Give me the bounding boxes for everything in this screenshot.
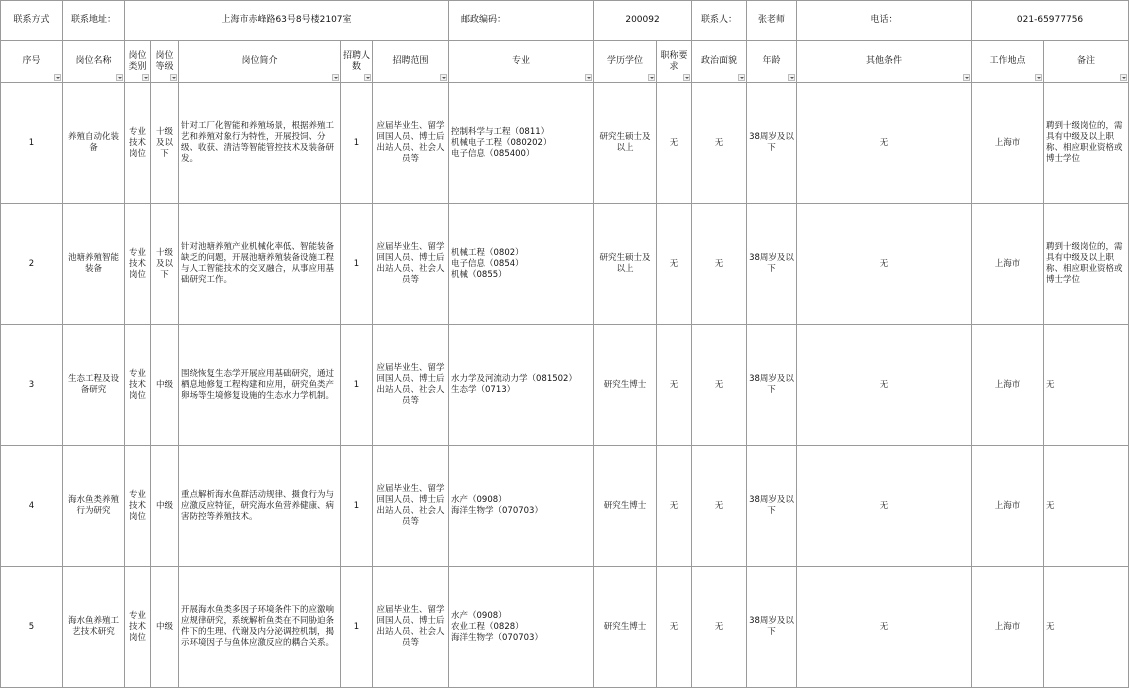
header-label: 职称要求 (660, 50, 688, 72)
header-other-conditions (797, 41, 972, 83)
header-hire-count (341, 41, 373, 83)
cell-work-place: 上海市 (972, 83, 1044, 204)
cell-age: 38周岁及以下 (747, 83, 797, 204)
cell-major: 水产（0908） 农业工程（0828） 海洋生物学（070703） (449, 567, 594, 688)
cell-post-category: 专业技术岗位 (125, 325, 151, 446)
header-degree (594, 41, 657, 83)
cell-work-place: 上海市 (972, 204, 1044, 325)
header-label: 序号 (22, 56, 41, 66)
cell-post-intro: 针对工厂化智能和养殖场景，根据养殖工艺和养殖对象行为特性，开展投饲、分级、收获、清洁等智能管控技术及装备研发。 (179, 83, 341, 204)
table-row (1, 83, 1129, 204)
cell-seq: 1 (1, 83, 63, 204)
postcode-label: 邮政编码： (449, 1, 594, 41)
address-label: 联系地址： (63, 1, 125, 41)
filter-dropdown-icon[interactable] (738, 74, 745, 81)
cell-major: 水产（0908） 海洋生物学（070703） (449, 446, 594, 567)
cell-title-requirement: 无 (657, 446, 692, 567)
cell-post-category: 专业技术岗位 (125, 446, 151, 567)
header-title-requirement (657, 41, 692, 83)
cell-post-category: 专业技术岗位 (125, 204, 151, 325)
cell-post-intro: 针对池塘养殖产业机械化率低、智能装备缺乏的问题，开展池塘养殖装备设施工程与人工智能技术的交叉融合，从事应用基础研究工作。 (179, 204, 341, 325)
filter-dropdown-icon[interactable] (1120, 74, 1127, 81)
cell-post-name: 生态工程及设备研究 (63, 325, 125, 446)
cell-hire-count: 1 (341, 83, 373, 204)
header-label: 年龄 (762, 56, 781, 66)
filter-dropdown-icon[interactable] (788, 74, 795, 81)
filter-dropdown-icon[interactable] (116, 74, 123, 81)
cell-seq: 3 (1, 325, 63, 446)
cell-hire-count: 1 (341, 204, 373, 325)
postcode-value: 200092 (594, 1, 692, 41)
cell-other-conditions: 无 (797, 83, 972, 204)
cell-hire-scope: 应届毕业生、留学回国人员、博士后出站人员、社会人员等 (373, 83, 449, 204)
cell-title-requirement: 无 (657, 567, 692, 688)
cell-post-level: 十级及以下 (151, 83, 179, 204)
cell-political-status: 无 (692, 83, 747, 204)
cell-degree: 研究生博士 (594, 325, 657, 446)
cell-seq: 5 (1, 567, 63, 688)
cell-political-status: 无 (692, 446, 747, 567)
header-major (449, 41, 594, 83)
header-label: 岗位等级 (155, 50, 174, 72)
contact-person-value: 张老师 (747, 1, 797, 41)
cell-major: 控制科学与工程（0811） 机械电子工程（080202） 电子信息（085400） (449, 83, 594, 204)
cell-post-level: 十级及以下 (151, 204, 179, 325)
table-row (1, 325, 1129, 446)
cell-other-conditions: 无 (797, 204, 972, 325)
header-political-status (692, 41, 747, 83)
cell-other-conditions: 无 (797, 446, 972, 567)
cell-major: 水力学及河流动力学（081502） 生态学（0713） (449, 325, 594, 446)
cell-seq: 2 (1, 204, 63, 325)
header-label: 招聘人数 (343, 50, 371, 72)
cell-work-place: 上海市 (972, 567, 1044, 688)
cell-degree: 研究生博士 (594, 567, 657, 688)
header-label: 工作地点 (989, 56, 1026, 66)
cell-hire-count: 1 (341, 567, 373, 688)
filter-dropdown-icon[interactable] (440, 74, 447, 81)
table-row (1, 567, 1129, 688)
header-seq (1, 41, 63, 83)
header-post-intro (179, 41, 341, 83)
table-row (1, 204, 1129, 325)
cell-post-name: 海水鱼养殖工艺技术研究 (63, 567, 125, 688)
cell-title-requirement: 无 (657, 325, 692, 446)
header-post-category (125, 41, 151, 83)
cell-post-name: 池塘养殖智能装备 (63, 204, 125, 325)
filter-dropdown-icon[interactable] (332, 74, 339, 81)
cell-other-conditions: 无 (797, 567, 972, 688)
cell-post-intro: 开展海水鱼类多因子环境条件下的应激响应规律研究，系统解析鱼类在不同胁迫条件下的生理、代谢及内分泌调控机制，揭示环境因子与鱼体应激反应的耦合关系。 (179, 567, 341, 688)
contact-person-label: 联系人： (692, 1, 747, 41)
cell-post-level: 中级 (151, 446, 179, 567)
header-age (747, 41, 797, 83)
header-label: 学历学位 (607, 56, 644, 66)
cell-age: 38周岁及以下 (747, 325, 797, 446)
contact-method-label: 联系方式 (1, 1, 63, 41)
phone-label: 电话： (797, 1, 972, 41)
cell-hire-scope: 应届毕业生、留学回国人员、博士后出站人员、社会人员等 (373, 204, 449, 325)
cell-post-level: 中级 (151, 325, 179, 446)
filter-dropdown-icon[interactable] (648, 74, 655, 81)
phone-value: 021-65977756 (972, 1, 1129, 41)
cell-degree: 研究生博士 (594, 446, 657, 567)
filter-dropdown-icon[interactable] (142, 74, 149, 81)
cell-degree: 研究生硕士及以上 (594, 83, 657, 204)
cell-hire-scope: 应届毕业生、留学回国人员、博士后出站人员、社会人员等 (373, 567, 449, 688)
cell-remarks: 无 (1044, 325, 1129, 446)
header-label: 岗位名称 (75, 56, 112, 66)
cell-title-requirement: 无 (657, 83, 692, 204)
cell-remarks: 无 (1044, 446, 1129, 567)
header-label: 政治面貌 (701, 56, 738, 66)
header-label: 专业 (512, 56, 531, 66)
cell-remarks: 聘到十级岗位的，需具有中级及以上职称、相应职业资格或博士学位 (1044, 204, 1129, 325)
cell-political-status: 无 (692, 204, 747, 325)
cell-title-requirement: 无 (657, 204, 692, 325)
table-row (1, 446, 1129, 567)
cell-work-place: 上海市 (972, 325, 1044, 446)
cell-work-place: 上海市 (972, 446, 1044, 567)
address-value: 上海市赤峰路63号8号楼2107室 (125, 1, 449, 41)
cell-major: 机械工程（0802） 电子信息（0854） 机械（0855） (449, 204, 594, 325)
cell-post-intro: 围绕恢复生态学开展应用基础研究，通过栖息地修复工程构建和应用，研究鱼类产卵场等生境修复设施的生态水力学机制。 (179, 325, 341, 446)
header-post-name (63, 41, 125, 83)
cell-post-name: 海水鱼类养殖行为研究 (63, 446, 125, 567)
filter-dropdown-icon[interactable] (585, 74, 592, 81)
header-post-level (151, 41, 179, 83)
header-remarks (1044, 41, 1129, 83)
cell-hire-count: 1 (341, 446, 373, 567)
header-hire-scope (373, 41, 449, 83)
cell-remarks: 无 (1044, 567, 1129, 688)
cell-hire-count: 1 (341, 325, 373, 446)
cell-post-category: 专业技术岗位 (125, 83, 151, 204)
cell-political-status: 无 (692, 325, 747, 446)
cell-post-category: 专业技术岗位 (125, 567, 151, 688)
cell-age: 38周岁及以下 (747, 446, 797, 567)
filter-dropdown-icon[interactable] (364, 74, 371, 81)
cell-degree: 研究生硕士及以上 (594, 204, 657, 325)
header-label: 招聘范围 (392, 56, 429, 66)
cell-other-conditions: 无 (797, 325, 972, 446)
cell-post-level: 中级 (151, 567, 179, 688)
filter-dropdown-icon[interactable] (683, 74, 690, 81)
cell-political-status: 无 (692, 567, 747, 688)
cell-seq: 4 (1, 446, 63, 567)
header-work-place (972, 41, 1044, 83)
filter-dropdown-icon[interactable] (1035, 74, 1042, 81)
filter-dropdown-icon[interactable] (170, 74, 177, 81)
cell-post-name: 养殖自动化装备 (63, 83, 125, 204)
header-row (1, 41, 1129, 83)
header-label: 岗位类别 (128, 50, 147, 72)
cell-hire-scope: 应届毕业生、留学回国人员、博士后出站人员、社会人员等 (373, 446, 449, 567)
header-label: 备注 (1077, 56, 1096, 66)
header-label: 其他条件 (866, 56, 903, 66)
cell-post-intro: 重点解析海水鱼群活动规律、摄食行为与应激反应特征，研究海水鱼营养健康、病害防控等养殖技术。 (179, 446, 341, 567)
cell-hire-scope: 应届毕业生、留学回国人员、博士后出站人员、社会人员等 (373, 325, 449, 446)
filter-dropdown-icon[interactable] (963, 74, 970, 81)
cell-remarks: 聘到十级岗位的，需具有中级及以上职称、相应职业资格或博士学位 (1044, 83, 1129, 204)
filter-dropdown-icon[interactable] (54, 74, 61, 81)
header-label: 岗位简介 (241, 56, 278, 66)
cell-age: 38周岁及以下 (747, 204, 797, 325)
contact-row (1, 1, 1129, 41)
cell-age: 38周岁及以下 (747, 567, 797, 688)
